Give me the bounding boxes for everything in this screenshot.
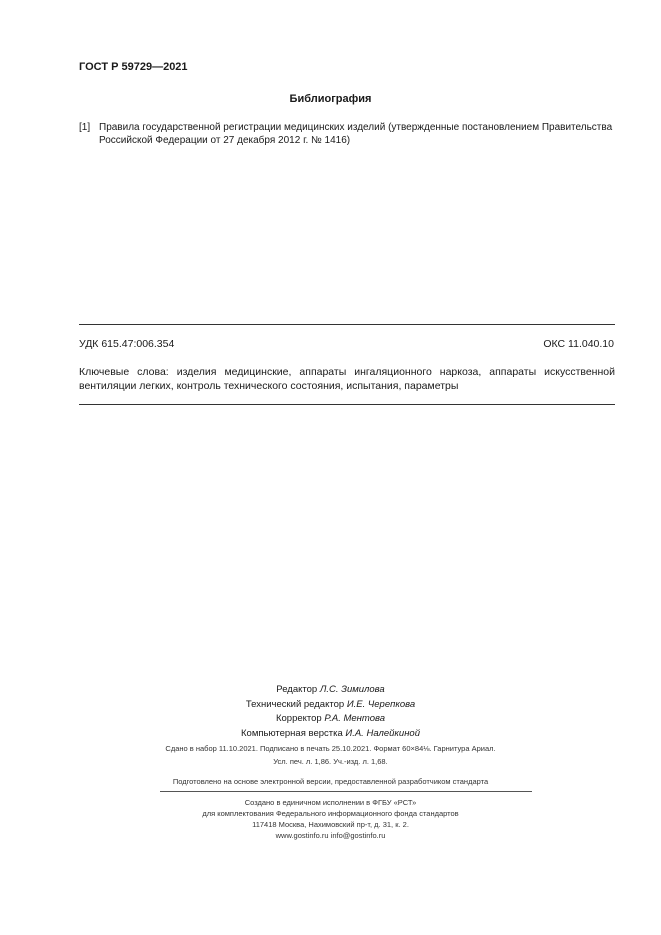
credit-editor: Редактор Л.С. Зимилова — [276, 684, 385, 695]
credit-tech-editor: Технический редактор И.Е. Черепкова — [245, 698, 416, 710]
footer-links: www.gostinfo.ru info@gostinfo.ru — [275, 831, 386, 840]
entry-number: [1] — [79, 122, 91, 133]
oks-code: ОКС 11.040.10 — [543, 338, 614, 350]
print-info-line1: Сдано в набор 11.10.2021. Подписано в печать 25.10.2021. Формат 60×84⅛. Гарнитура Ариал. — [165, 744, 496, 753]
footer-line3: 117418 Москва, Нахимовский пр-т, д. 31, к. 2. — [252, 820, 409, 829]
print-info-line3: Подготовлено на основе электронной версии, предоставленной разработчиком стандарта — [172, 777, 489, 786]
bibliography-entry — [79, 121, 619, 147]
print-info-line2: Усл. печ. л. 1,86. Уч.-изд. л. 1,68. — [273, 757, 388, 766]
credits-block — [0, 683, 661, 741]
publisher-footer — [0, 797, 661, 841]
keywords: Ключевые слова: изделия медицинские, аппараты ингаляционного наркоза, аппараты искусственной вентиляции легких, контроль технического состояния, испытания, параметры — [79, 366, 615, 392]
divider-top — [79, 324, 615, 325]
divider-bottom — [79, 404, 615, 405]
footer-line1: Создано в единичном исполнении в ФГБУ «РСТ» — [244, 798, 417, 807]
footer-divider — [160, 791, 532, 792]
credit-layout: Компьютерная верстка И.А. Налейкиной — [241, 727, 420, 739]
standard-code: ГОСТ Р 59729—2021 — [79, 61, 188, 73]
bibliography-title: Библиография — [289, 93, 372, 105]
entry-text: Правила государственной регистрации медицинских изделий (утвержденные постановлением Правительства Российской Федерации от 27 декабря 2012 г. № 1416) — [99, 122, 613, 146]
credit-corrector: Корректор Р.А. Ментова — [275, 713, 386, 724]
footer-line2: для комплектования Федерального информационного фонда стандартов — [202, 809, 459, 818]
udk-code: УДК 615.47:006.354 — [79, 338, 175, 350]
